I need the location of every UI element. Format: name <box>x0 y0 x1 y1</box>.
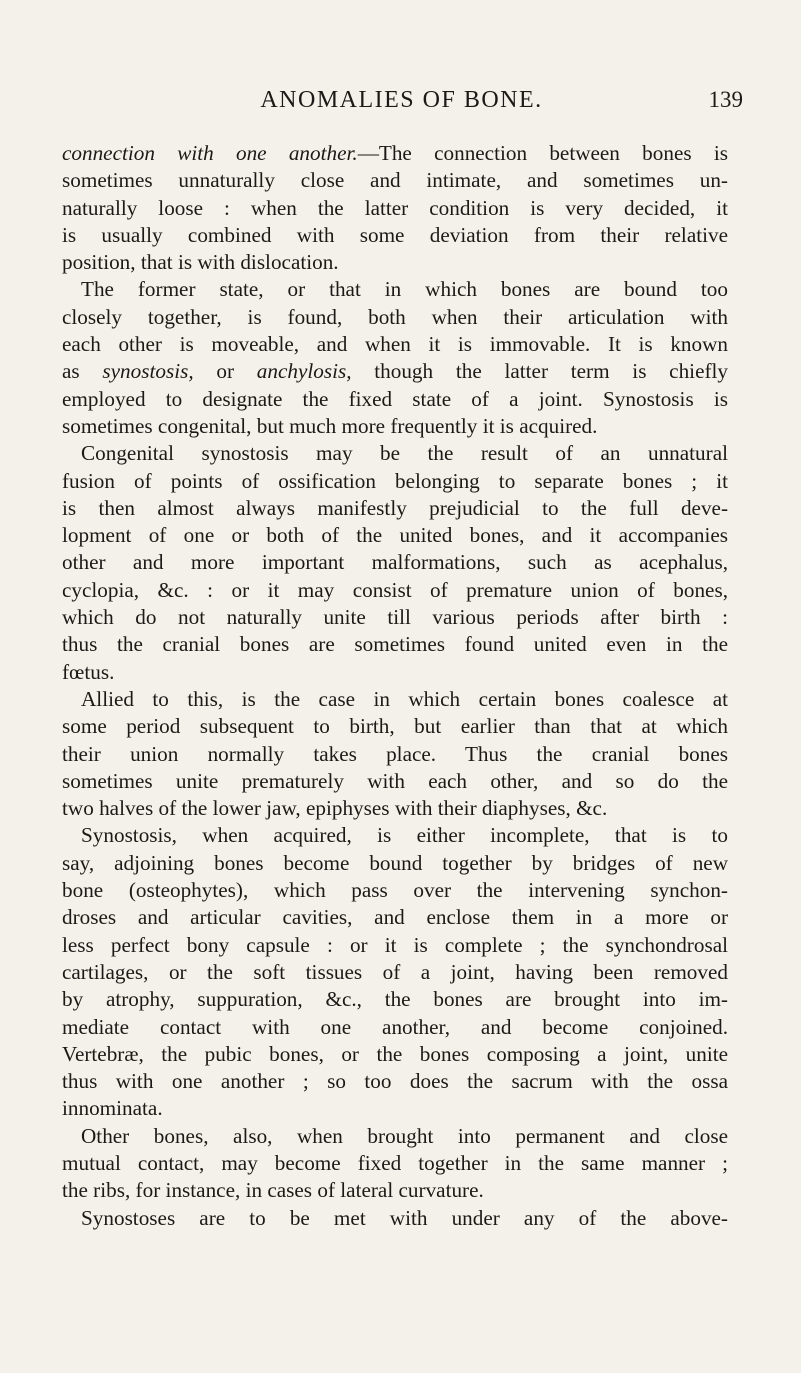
text-line: is then almost always manifestly prejudicial to the full deve- <box>62 495 728 520</box>
text-line: mediate contact with one another, and become conjoined. <box>62 1014 728 1039</box>
text-line: lopment of one or both of the united bones, and it accompanies <box>62 523 728 548</box>
text-line: fusion of points of ossification belonging to separate bones ; it <box>62 468 728 493</box>
text-line: mutual contact, may become fixed together in the same manner ; <box>62 1150 728 1175</box>
paragraph-synostosis <box>62 276 728 440</box>
text-line: innominata. <box>62 1096 163 1121</box>
text-run: though the latter term is chiefly <box>351 359 729 384</box>
text-line <box>62 358 728 385</box>
body-text <box>62 140 728 1232</box>
text-line: some period subsequent to birth, but earlier than that at which <box>62 714 728 739</box>
text-line <box>62 140 728 167</box>
chapter-title: ANOMALIES OF BONE. <box>260 87 543 113</box>
italic-term: synostosis, <box>102 359 194 384</box>
text-line: is usually combined with some deviation from their relative <box>62 222 728 247</box>
text-line: Vertebræ, the pubic bones, or the bones composing a joint, unite <box>62 1041 728 1066</box>
text-line: naturally loose : when the latter condition is very decided, it <box>62 195 728 220</box>
text-line: closely together, is found, both when their articulation with <box>62 304 728 329</box>
text-line: fœtus. <box>62 659 115 684</box>
text-line: droses and articular cavities, and enclose them in a more or <box>62 905 728 930</box>
text-line: the ribs, for instance, in cases of lateral curvature. <box>62 1178 484 1203</box>
text-line: Congenital synostosis may be the result of an unnatural <box>81 441 728 466</box>
text-line: cyclopia, &c. : or it may consist of premature union of bones, <box>62 577 728 602</box>
text-line: other and more important malformations, such as acephalus, <box>62 550 728 575</box>
italic-term: anchylosis, <box>256 359 352 384</box>
text-line: bone (osteophytes), which pass over the intervening synchon- <box>62 878 728 903</box>
text-line: sometimes congenital, but much more frequently it is acquired. <box>62 413 598 438</box>
paragraph-other-bones <box>62 1123 728 1205</box>
text-line: Synostosis, when acquired, is either incomplete, that is to <box>81 823 728 848</box>
text-run: as <box>62 359 103 384</box>
paragraph-acquired <box>62 822 728 1122</box>
text-line: Synostoses are to be met with under any of the above- <box>81 1205 728 1230</box>
paragraph-allied <box>62 686 728 822</box>
text-line: Allied to this, is the case in which certain bones coalesce at <box>81 686 728 711</box>
text-line: employed to designate the fixed state of a joint. Synostosis is <box>62 386 728 411</box>
text-line: Other bones, also, when brought into permanent and close <box>81 1123 728 1148</box>
text-line: position, that is with dislocation. <box>62 250 339 275</box>
text-line: sometimes unite prematurely with each other, and so do the <box>62 768 728 793</box>
text-line: thus the cranial bones are sometimes found united even in the <box>62 632 728 657</box>
paragraph-synostoses <box>62 1205 728 1232</box>
text-line: their union normally takes place. Thus the cranial bones <box>62 741 728 766</box>
paragraph-connection <box>62 140 728 276</box>
text-line: each other is moveable, and when it is immovable. It is known <box>62 332 728 357</box>
page-number: 139 <box>708 87 743 112</box>
paragraph-congenital <box>62 440 728 686</box>
text-line: two halves of the lower jaw, epiphyses with their diaphyses, &c. <box>62 796 608 821</box>
running-head <box>60 84 743 116</box>
text-run: or <box>193 359 257 384</box>
text-line: cartilages, or the soft tissues of a joint, having been removed <box>62 959 728 984</box>
text-line: sometimes unnaturally close and intimate, and sometimes un- <box>62 168 728 193</box>
text-line: which do not naturally unite till various periods after birth : <box>62 605 728 630</box>
text-line: say, adjoining bones become bound together by bridges of new <box>62 850 728 875</box>
text-run: —The connection between bones is <box>357 141 728 165</box>
italic-phrase: connection with one another. <box>62 141 358 165</box>
text-line: thus with one another ; so too does the sacrum with the ossa <box>62 1069 728 1094</box>
text-line: by atrophy, suppuration, &c., the bones are brought into im- <box>62 987 728 1012</box>
text-line: The former state, or that in which bones are bound too <box>81 277 728 302</box>
text-line: less perfect bony capsule : or it is complete ; the synchondrosal <box>62 932 728 957</box>
